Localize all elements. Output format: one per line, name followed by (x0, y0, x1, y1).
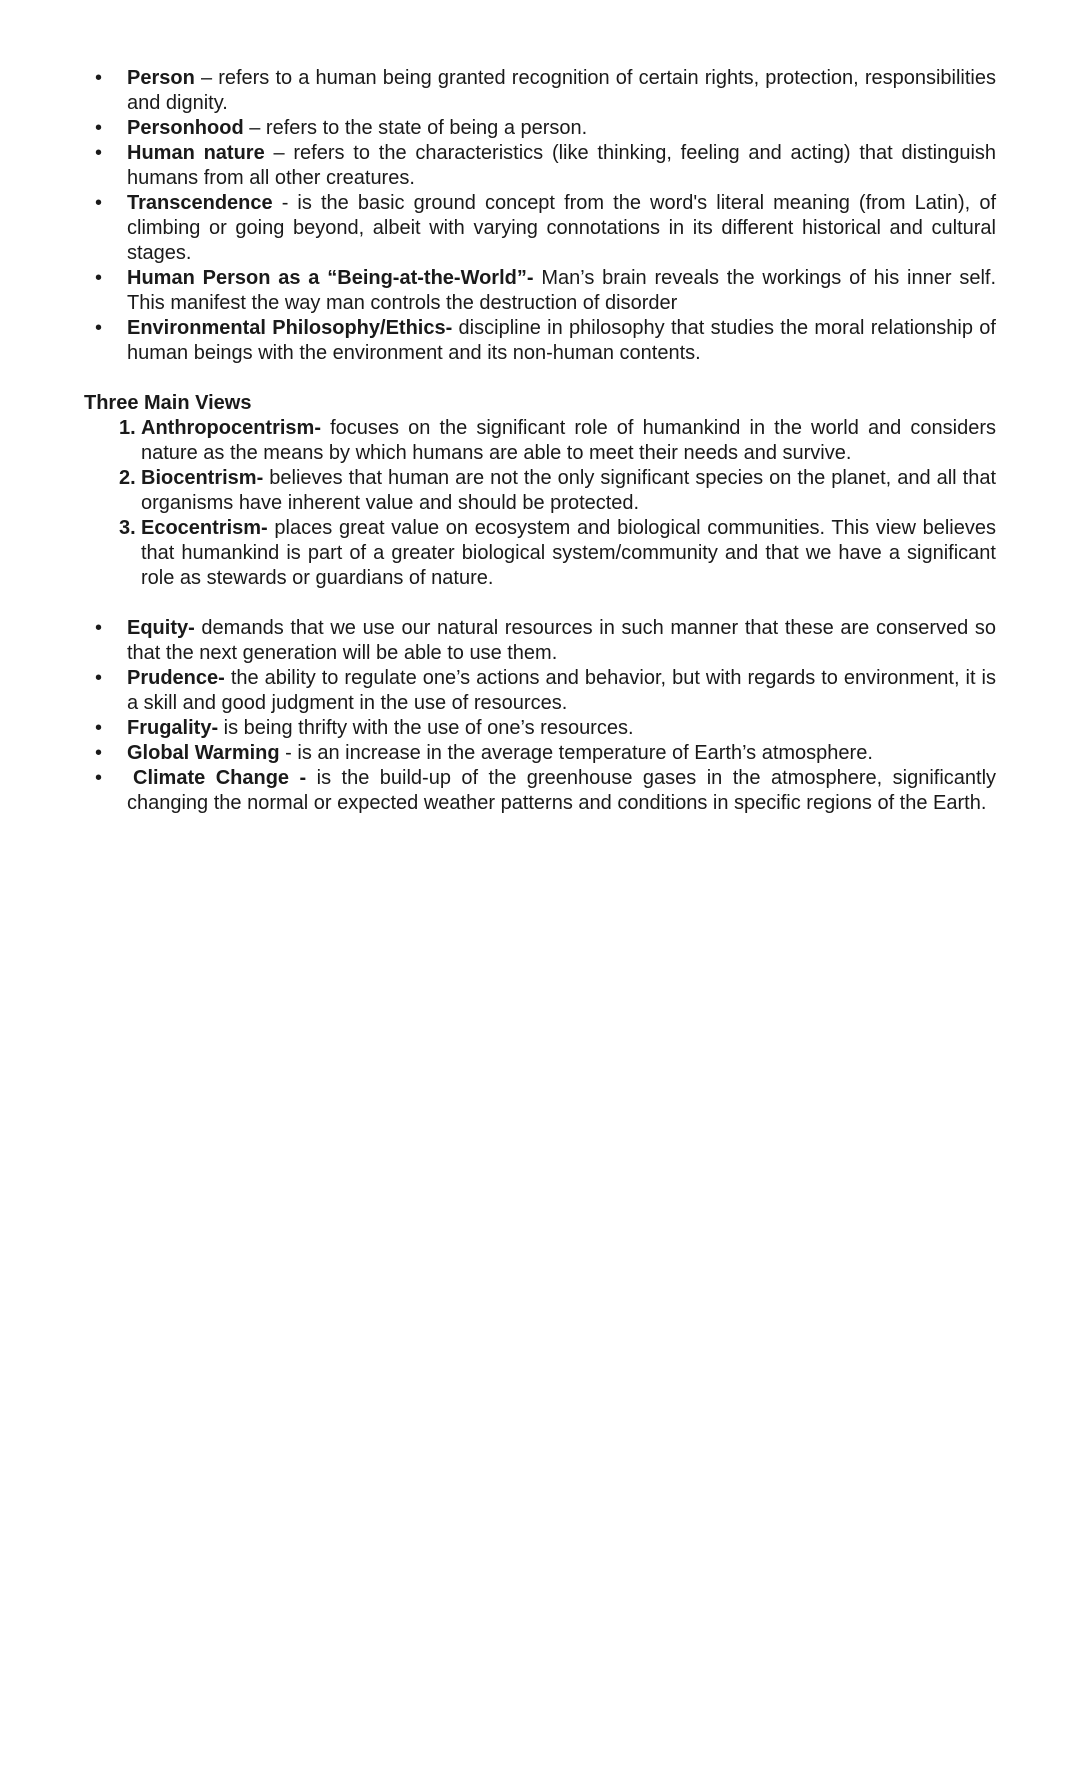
list-number: 3. (119, 517, 136, 539)
list-item-biocentrism (84, 466, 996, 516)
list-item-personhood (84, 116, 996, 141)
list-item-person (84, 66, 996, 116)
list-item-global-warming (84, 741, 996, 766)
list-item-frugality (84, 716, 996, 741)
term-global-warming: Global Warming (127, 742, 280, 764)
list-item-environmental-philosophy (84, 316, 996, 366)
definitions-list (84, 66, 996, 366)
definition-text: discipline in philosophy that studies the moral relationship of human beings with the environment and its non-human contents. (127, 317, 996, 364)
term-anthropocentrism: Anthropocentrism- (141, 417, 321, 439)
three-main-views-list (84, 416, 996, 591)
term-human-person: Human Person as a “Being-at-the-World”- (127, 267, 534, 289)
term-equity: Equity- (127, 617, 195, 639)
term-prudence: Prudence- (127, 667, 225, 689)
term-ecocentrism: Ecocentrism- (141, 517, 268, 539)
definition-text: – refers to a human being granted recognition of certain rights, protection, responsibilities and dignity. (127, 67, 996, 114)
list-item-transcendence (84, 191, 996, 266)
term-personhood: Personhood (127, 117, 244, 139)
term-biocentrism: Biocentrism- (141, 467, 264, 489)
definition-text: Man’s brain reveals the workings of his inner self. This manifest the way man controls the destruction of disorder (127, 267, 997, 314)
term-person: Person (127, 67, 195, 89)
section-heading-three-main-views: Three Main Views (84, 392, 252, 414)
list-item-ecocentrism (84, 516, 996, 591)
term-climate-change: Climate Change - (133, 767, 307, 789)
list-item-prudence (84, 666, 996, 716)
term-human-nature: Human nature (127, 142, 265, 164)
term-environmental-philosophy: Environmental Philosophy/Ethics- (127, 317, 453, 339)
definition-text: focuses on the significant role of humankind in the world and considers nature as the means by which humans are able to meet their needs and survive. (141, 417, 996, 464)
list-item-human-nature (84, 141, 996, 191)
environment-terms-list (84, 616, 996, 816)
term-frugality: Frugality- (127, 717, 219, 739)
list-item-human-person (84, 266, 996, 316)
definition-text: believes that human are not the only significant species on the planet, and all that organisms have inherent value and should be protected. (141, 467, 996, 514)
definition-text: the ability to regulate one’s actions and behavior, but with regards to environment, it is a skill and good judgment in the use of resources. (127, 667, 996, 714)
term-transcendence: Transcendence (127, 192, 273, 214)
list-item-climate-change (84, 766, 996, 816)
list-number: 1. (119, 417, 136, 439)
list-number: 2. (119, 467, 136, 489)
definition-text: is being thrifty with the use of one’s resources. (218, 717, 634, 739)
document-content (0, 0, 1080, 816)
definition-text: is the build-up of the greenhouse gases in the atmosphere, significantly changing the normal or expected weather patterns and conditions in specific regions of the Earth. (127, 767, 997, 814)
definition-text: places great value on ecosystem and biological communities. This view believes that humankind is part of a greater biological system/community and that we have a significant role as stewards or guardians of nature. (141, 517, 996, 589)
definition-text: - is the basic ground concept from the word's literal meaning (from Latin), of climbing or going beyond, albeit with varying connotations in its different historical and cultural stages. (127, 192, 996, 264)
definition-text: – refers to the characteristics (like thinking, feeling and acting) that distinguish humans from all other creatures. (127, 142, 997, 189)
definition-text: – refers to the state of being a person. (243, 117, 588, 139)
list-item-anthropocentrism (84, 416, 996, 466)
definition-text: - is an increase in the average temperature of Earth’s atmosphere. (279, 742, 873, 764)
definition-text: demands that we use our natural resources in such manner that these are conserved so that the next generation will be able to use them. (127, 617, 996, 664)
list-item-equity (84, 616, 996, 666)
